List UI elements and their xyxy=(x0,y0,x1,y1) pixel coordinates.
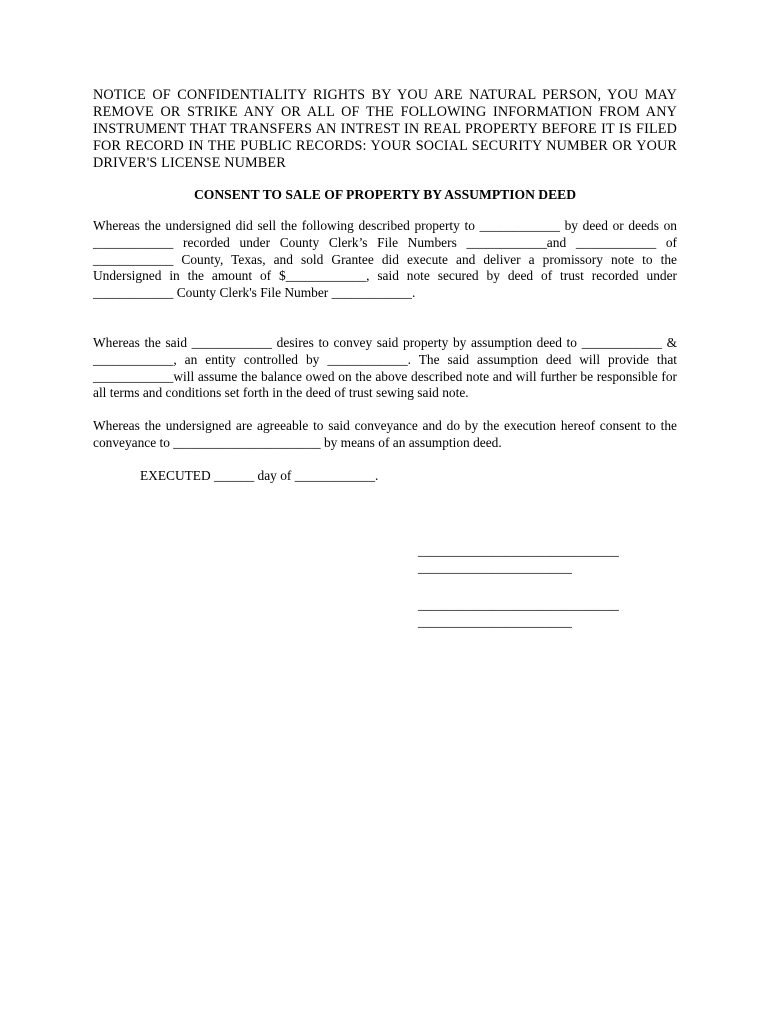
document-title: CONSENT TO SALE OF PROPERTY BY ASSUMPTION DEED xyxy=(193,187,577,202)
signature-block xyxy=(418,596,619,630)
signature-line: ______________________________ xyxy=(418,597,619,612)
confidentiality-notice: NOTICE OF CONFIDENTIALITY RIGHTS BY YOU ARE NATURAL PERSON, YOU MAY REMOVE OR STRIKE ANY OR ALL OF THE FOLLOWING INFORMATION FROM ANY INSTRUMENT THAT TRANSFERS AN INTREST IN REAL PROPERTY BEFORE IT IS FILED FOR RECORD IN THE PUBLIC RECORDS: YOUR SOCIAL SECURITY NUMBER OR YOUR DRIVER'S LICENSE NUMBER xyxy=(93,87,677,171)
name-line: _______________________ xyxy=(418,614,572,629)
paragraph-assumption-deed: Whereas the said ____________ desires to convey said property by assumption deed to ____________ & ____________, an entity controlled by ____________. The said assumption deed will provide that ____________will assume the balance owed on the above described note and will further be responsible for all terms and conditions set forth in the deed of trust sewing said note. xyxy=(93,334,677,401)
paragraph-sale-details: Whereas the undersigned did sell the following described property to ____________ by deed or deeds on ____________ recorded under County Clerk’s File Numbers ____________and ____________ of ____________ County, Texas, and sold Grantee did execute and deliver a promissory note to the Undersigned in the amount of $____________, said note secured by deed of trust recorded under ____________ County Clerk's File Number ____________. xyxy=(93,218,677,301)
executed-date-line: EXECUTED ______ day of ____________. xyxy=(140,467,379,483)
signature-block xyxy=(418,542,619,576)
document-page xyxy=(93,87,677,485)
name-line: _______________________ xyxy=(418,560,572,575)
paragraph-consent: Whereas the undersigned are agreeable to said conveyance and do by the execution hereof consent to the conveyance to ______________________ by means of an assumption deed. xyxy=(93,418,677,450)
signature-line: ______________________________ xyxy=(418,543,619,558)
